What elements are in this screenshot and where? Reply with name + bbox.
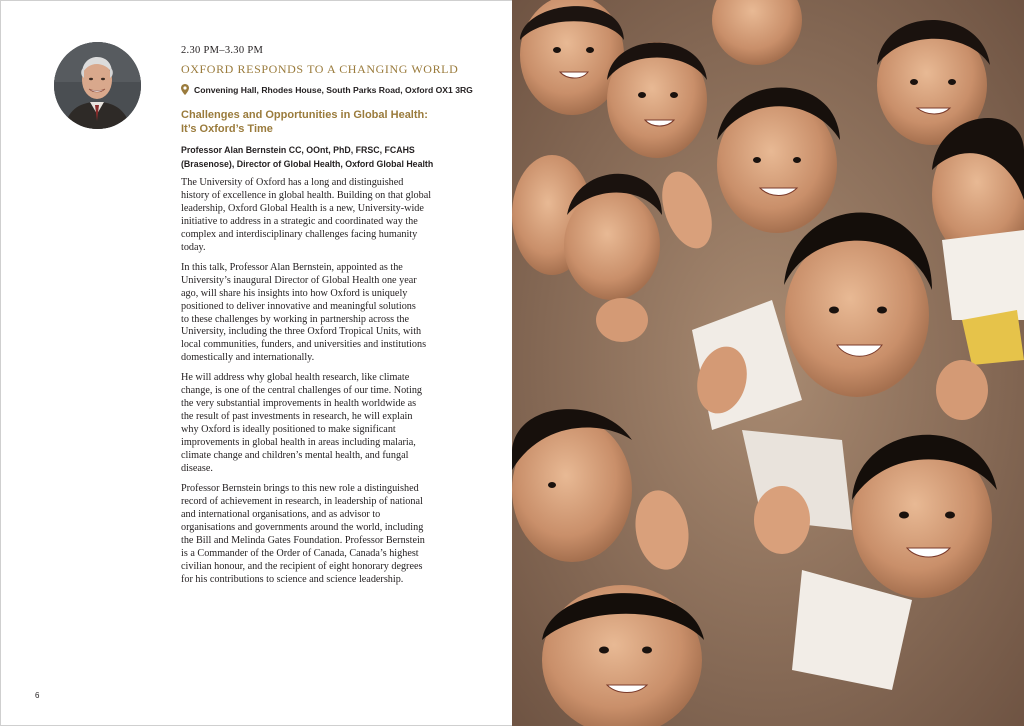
text-line: ago, will share his insights into how Oxford is uniquely [181,287,408,299]
speaker-credentials [181,144,473,171]
location-row [181,84,473,95]
session-time: 2.30 PM–3.30 PM [181,45,264,56]
text-line: the Bill and Melinda Gates Foundation. Professor Bernstein [181,534,425,546]
body-paragraph [181,372,473,476]
text-line: In this talk, Professor Alan Bernstein, appointed as the [181,261,403,273]
body-paragraph [181,483,473,587]
speaker-line: (Brasenose), Director of Global Health, Oxford Global Health [181,158,434,169]
text-line: organisations and governments around the world, including [181,521,424,533]
speaker-portrait [54,42,141,129]
text-line: The University of Oxford has a long and distinguished [181,177,404,188]
children-photo [512,0,1024,726]
text-line: to these challenges by working in partnership across the [181,313,410,325]
text-line: climate change and children’s mental health, and fungal [181,450,409,462]
text-line: local communities, funders, and universities and institutions [181,339,427,351]
text-line: positioned to deliver innovative and meaningful solutions [181,300,416,312]
talk-title-line: It’s Oxford’s Time [181,123,273,135]
children-photo-illustration [512,0,1024,726]
text-line: Professor Bernstein brings to this new role a distinguished [181,482,419,494]
map-pin-icon [181,84,189,95]
speaker-line: Professor Alan Bernstein CC, OOnt, PhD, FRSC, FCAHS [181,145,415,155]
page-number: 6 [35,691,40,700]
text-line: civilian honour, and the recipient of eight honorary degrees [181,560,423,572]
text-line: for his contributions to science and science leadership. [181,573,404,585]
text-line: improvements in global health in areas including malaria, [181,437,416,449]
text-line: the very substantial improvements in health worldwide as [181,398,417,410]
text-line: complex and interdisciplinary challenges facing humanity [181,228,418,240]
text-line: University’s inaugural Director of Global Health one year [181,274,417,286]
text-line: University, including the three Oxford Tropical Units, with [181,326,422,338]
text-line: history of excellence in global health. Building on that global [181,189,432,201]
text-line: domestically and internationally. [181,352,315,364]
talk-title [181,108,473,136]
text-line: leadership, Oxford Global Health is a new, University-wide [181,202,424,214]
text-line: record of achievement in research, in leadership of national [181,495,423,507]
body-paragraph [181,262,473,366]
talk-content [181,45,473,594]
text-line: disease. [181,463,213,475]
text-line: is a Commander of the Order of Canada, Canada’s highest [181,547,419,559]
location-text: Convening Hall, Rhodes House, South Parks Road, Oxford OX1 3RG [194,84,473,95]
text-line: the result of past investments in research, he will explain [181,411,413,423]
talk-title-line: Challenges and Opportunities in Global Health: [181,109,428,121]
text-line: initiative to address in a strategic and coordinated way the [181,215,418,227]
text-line: change, is one of the central challenges of our time. Noting [181,385,423,397]
text-line: He will address why global health research, like climate [181,372,410,384]
text-line: why Oxford is ideally positioned to make significant [181,424,396,436]
body-paragraph [181,177,473,255]
text-line: and international organisations, and as advisor to [181,508,381,520]
text-line: today. [181,241,206,253]
session-title: OXFORD RESPONDS TO A CHANGING WORLD [181,62,459,76]
